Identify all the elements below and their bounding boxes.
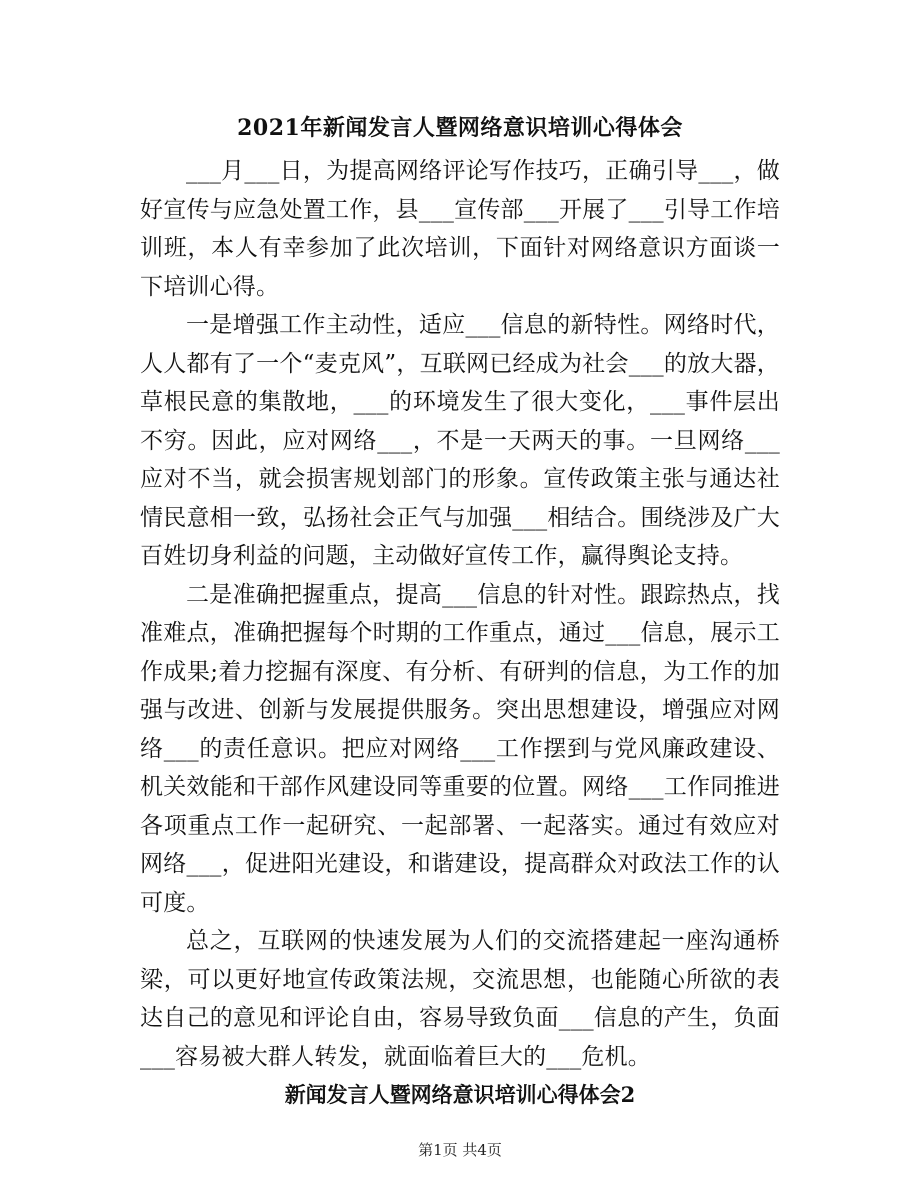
page-number-footer: 第1页 共4页 [418,1141,502,1159]
paragraph-point-two: 二是准确把握重点，提高___信息的针对性。跟踪热点，找准难点，准确把握每个时期的工作重点，通过___信息，展示工作成果;着力挖掘有深度、有分析、有研判的信息，为工作的加强与改进、创新与发展提供服务。突出思想建设，增强应对网络___的责任意识。把应对网络___工作摆到与党风廉政建设、机关效能和干部作风建设同等重要的位置。网络___工作同推进各项重点工作一起研究、一起部署、一起落实。通过有效应对网络___，促进阳光建设，和谐建设，提高群众对政法工作的认可度。 [140,581,780,916]
paragraph-point-one: 一是增强工作主动性，适应___信息的新特性。网络时代，人人都有了一个“麦克风”，互联网已经成为社会___的放大器，草根民意的集散地，___的环境发生了很大变化，___事件层出不穷。因此，应对网络___，不是一天两天的事。一旦网络___应对不当，就会损害规划部门的形象。宣传政策主张与通达社情民意相一致，弘扬社会正气与加强___相结合。围绕涉及广大百姓切身利益的问题，主动做好宣传工作，赢得舆论支持。 [140,312,780,569]
document-title: 2021年新闻发言人暨网络意识培训心得体会 [237,115,683,141]
document-body [140,152,780,1076]
paragraph-intro: ___月___日，为提高网络评论写作技巧，正确引导___，做好宣传与应急处置工作，县___宣传部___开展了___引导工作培训班，本人有幸参加了此次培训，下面针对网络意识方面谈一下培训心得。 [140,158,780,300]
paragraph-conclusion: 总之，互联网的快速发展为人们的交流搭建起一座沟通桥梁，可以更好地宣传政策法规，交流思想，也能随心所欲的表达自己的意见和评论自由，容易导致负面___信息的产生，负面___容易被大群人转发，就面临着巨大的___危机。 [140,928,780,1070]
next-section-title: 新闻发言人暨网络意识培训心得体会2 [284,1082,636,1107]
